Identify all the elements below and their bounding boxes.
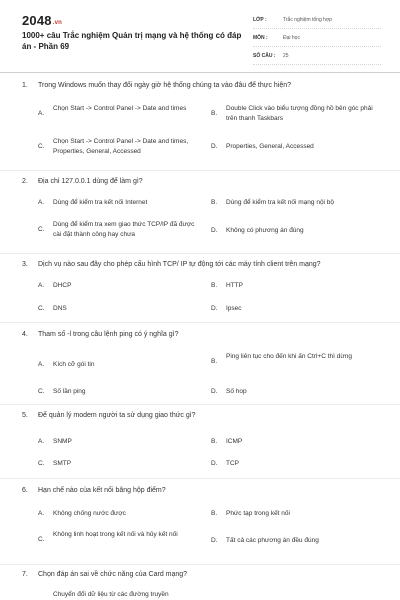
question-text: 1. Trong Windows muốn thay đổi ngày giờ hệ thống chúng ta vào đâu để thực hiện? bbox=[22, 82, 292, 89]
question-separator bbox=[0, 322, 400, 323]
meta-row-class bbox=[253, 16, 381, 29]
document-title: 1000+ câu Trắc nghiệm Quản trị mạng và hệ thống có đáp án - Phần 69 bbox=[22, 31, 242, 51]
meta-label: LỚP : bbox=[253, 17, 267, 23]
question-separator bbox=[0, 478, 400, 479]
logo-text: 2048 bbox=[22, 13, 52, 28]
meta-label: MÔN : bbox=[253, 35, 268, 41]
question-separator bbox=[0, 170, 400, 171]
meta-table bbox=[253, 16, 381, 70]
meta-row-count bbox=[253, 52, 381, 65]
question-text: 3. Dịch vụ nào sau đây cho phép cấu hình TCP/ IP tự động tới các máy tính client trên mạng? bbox=[22, 261, 321, 268]
question-text: 2. Địa chỉ 127.0.0.1 dùng để làm gì? bbox=[22, 178, 143, 185]
site-logo[interactable] bbox=[22, 13, 62, 28]
question-text: 4. Tham số -l trong câu lệnh ping có ý nghĩa gì? bbox=[22, 331, 179, 338]
meta-value: 25 bbox=[283, 53, 289, 59]
question-separator bbox=[0, 253, 400, 254]
question-text: 6. Hạn chế nào của kết nối băng hộp điểm? bbox=[22, 487, 166, 494]
header-divider bbox=[0, 72, 400, 73]
meta-value: Trắc nghiệm tổng hợp bbox=[283, 17, 332, 23]
question-text: 7. Chọn đáp án sai về chức năng của Card mạng? bbox=[22, 571, 188, 578]
logo-suffix: .vn bbox=[52, 20, 63, 26]
meta-row-subject bbox=[253, 34, 381, 47]
meta-label: SỐ CÂU : bbox=[253, 53, 276, 59]
document-header bbox=[0, 0, 400, 70]
question-separator bbox=[0, 404, 400, 405]
question-text: 5. Để quản lý modem người ta sử dụng giao thức gì? bbox=[22, 412, 196, 419]
question-separator bbox=[0, 564, 400, 565]
meta-value: Đại học bbox=[283, 35, 300, 41]
